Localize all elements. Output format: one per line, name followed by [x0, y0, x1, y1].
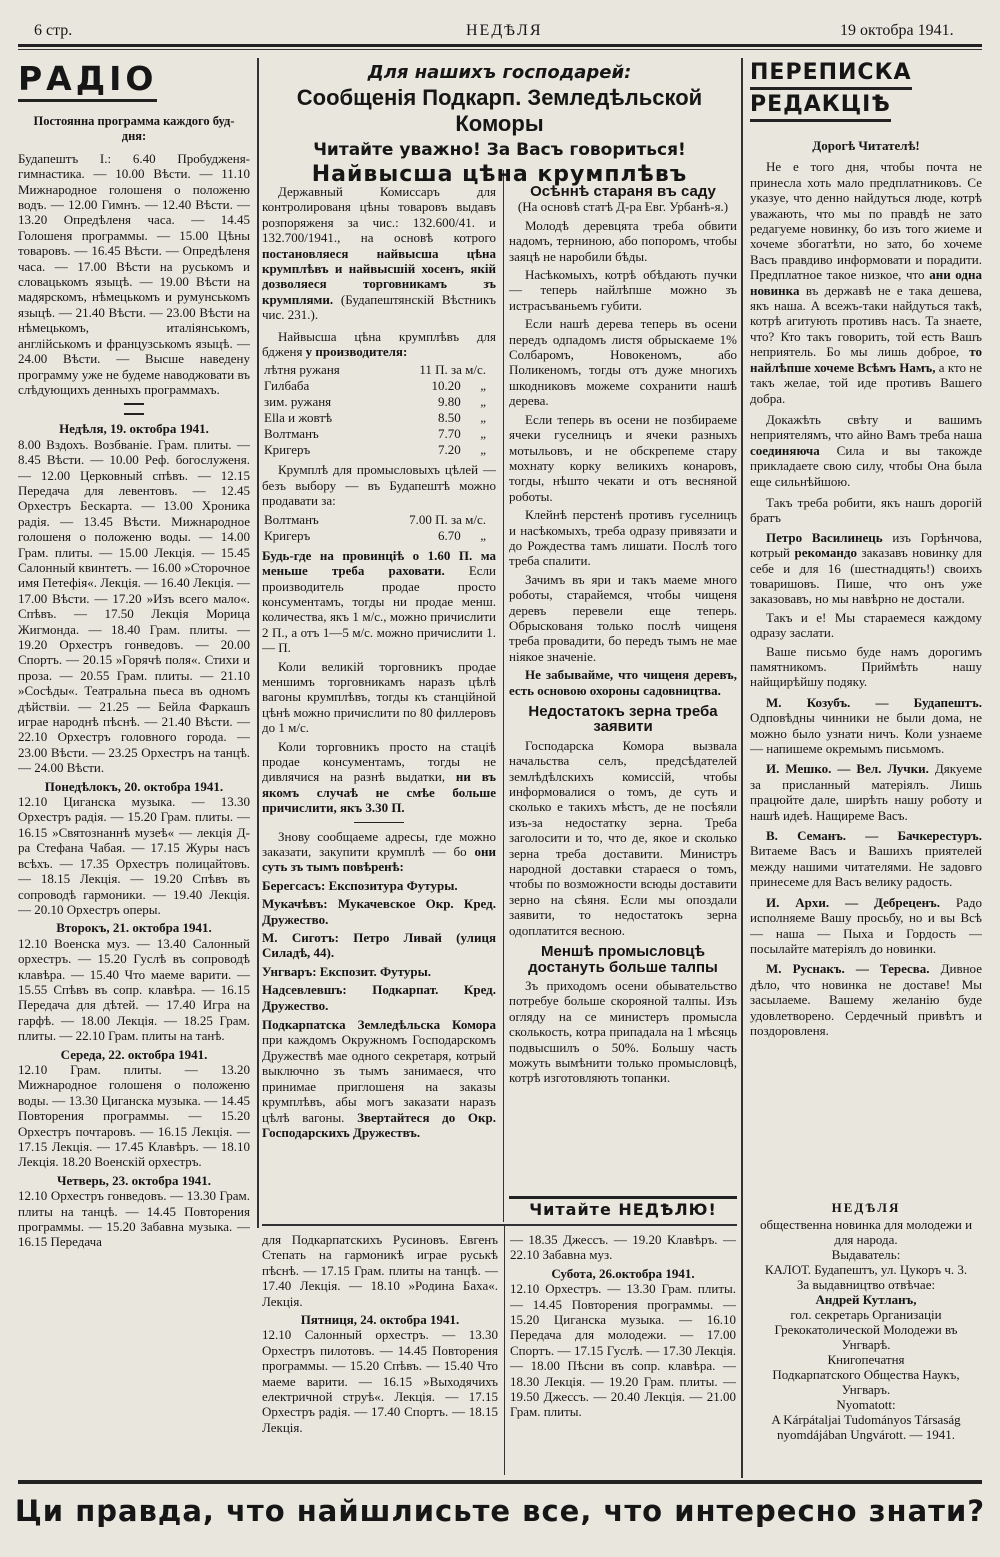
article-bold: у производителя: [305, 344, 408, 360]
day-heading: Пятниця, 24. октобра 1941. [300, 1312, 460, 1328]
column-divider [257, 58, 259, 1228]
price-row [262, 378, 496, 394]
reply-recipient: В. Семанъ. — Бачкерестуръ. [766, 828, 982, 844]
variety: Волтманъ [264, 511, 319, 527]
article-text: Коли торговникъ просто на стацiѣ продае консументамъ, тогды не дивлячися на разнѣ выдатки, [262, 738, 496, 785]
masthead-title: НЕДѢЛЯ [466, 22, 543, 39]
address: Унгваръ: Експозит. Футуры. [262, 963, 432, 979]
address: Надсевлевшъ: Подкарпат. Кред. Дружество. [262, 982, 496, 1013]
day-program: 12.10 Грам. плиты. — 13.20 Мижнародное голошеня о положеню воды. — 13.30 Циганска музыка. — 14.45 Повторения программы. — 15.20 Орхестръ почтаровъ. — 16.15 Лекцiя. — 17.15 Лекцiя. — 17.45 Клавѣръ. — 18.10 Лекцiя. 18.20 Военскiй орхестръ. [18, 1061, 250, 1170]
reply-recipient: И. Архи. — Дебреценъ. [766, 894, 940, 910]
article-text: Знову сообщаеме адресы, где можно заказати, закупити крумплѣ — бо [262, 828, 496, 859]
article-bold: Подкарпатска Земледѣльска Комора [262, 1017, 496, 1033]
footer-banner-text: Ци правда, что найшлисьте все, что интересно знати? [14, 1494, 986, 1528]
radio-column [18, 60, 250, 1475]
ditto-mark: „ [480, 378, 486, 394]
variety: зим. ружаня [264, 394, 332, 410]
day-heading: Понедѣлокъ, 20. октобра 1941. [44, 778, 224, 794]
letters-title: ПЕРЕПИСКА [750, 60, 912, 90]
day-program: 12.10 Военска муз. — 13.40 Салонный орхестръ. — 15.20 Гуслѣ въ сопроводѣ клавѣра. — 15.40 Что маеме варити. — 15.55 Спѣвъ въ сопр. клавѣра. — 16.15 Передача для дѣтей. — 17.40 Игра на гарфѣ. — 18.00 Лекцiя. — 18.25 Грам. плиты. — 22.10 Грам. плиты на танѣ. [18, 935, 250, 1044]
reply-recipient: И. Мешко. — Вел. Лучки. [766, 761, 929, 777]
article-bold: ни въ якомъ случаѣ не смѣе больше причислити, якъ 3.30 П. [262, 769, 496, 816]
garden-paragraph: Если нашѣ дерева теперь въ осени передъ одпадомъ листя обрыскаеме 1% Солбаромъ, Новокеномъ, або Поликеномъ, тогды отъ дуже многихъ шкодниковъ можеме сохранити нашѣ дерева. [509, 316, 737, 409]
day-heading: Середа, 22. октобра 1941. [60, 1046, 208, 1062]
section-rule [262, 1224, 737, 1226]
garden-paragraph: Молодѣ деревцята треба обвити надомъ, терниною, або попоромъ, чтобы заяцѣ не наробили бѣды. [509, 217, 737, 264]
reply-recipient: М. Руснакъ. — Тересва. [766, 961, 930, 977]
day-program: 12.10 Циганска музыка. — 13.30 Орхестръ радiя. — 15.20 Грам. плиты. — 16.15 »Святознаннѣ музеѣ« — лекцiя Д-ра Стефана Чабая. — 17.15 Журы насъ всѣхъ. — 17.35 Орхестръ полицайтовъ. — 18.15 Лекцiя. — 19.20 Спѣвъ въ сопроводѣ гармоники. — 19.40 Лекцiя. — 20.10 Орхестръ оперы. [18, 794, 250, 917]
day-heading: Недѣля, 19. октобра 1941. [59, 421, 209, 437]
greeting: Дорогѣ Читателѣ! [812, 138, 920, 153]
price: 9.80 [437, 394, 461, 410]
publisher: КАЛОТ. Будапештъ, ул. Цукоръ ч. 3. [764, 1262, 968, 1277]
letter-text: Такъ и е! Мы стараемеся каждому одразу заслати. [750, 609, 982, 641]
radio-title: РАДIО [18, 60, 157, 102]
issue-date: 19 октобра 1941. [840, 22, 954, 39]
potato-article [262, 184, 496, 1220]
footer-rule [18, 1480, 982, 1484]
garden-heading: Осѣннѣ стараня въ саду [530, 184, 716, 200]
variety: Кригеръ [264, 527, 311, 543]
price: 7.20 [437, 442, 461, 458]
radio-subtitle: Постоянна программа каждого буд-дня: [33, 114, 235, 144]
letter-text: заказавъ новинку для себе и для 16 (шестнадцять!) своихъ товаришовъ. Пише, что онъ уже заказовавъ, но мы навѣрно не достали. [750, 545, 982, 607]
price-table-industrial [262, 512, 496, 544]
ditto-mark: „ [480, 410, 486, 426]
column-divider [504, 1225, 505, 1475]
article-bold: Звертайтеся до Окр. Господарскихъ Дружествъ. [262, 1109, 496, 1140]
page-number: 6 стр. [34, 22, 73, 39]
radio-continuation-b [510, 1232, 736, 1477]
variety: Кригеръ [264, 442, 311, 458]
reply-recipient: М. Козубъ. — Будапештъ. [766, 694, 982, 710]
garden-subheading: (На основѣ статѣ Д-ра Евг. Урбанѣ-я.) [517, 199, 729, 215]
price-table [262, 362, 496, 458]
letter-bold: рекомандо [794, 545, 857, 561]
article-bold: постановляеся найвысша цѣна крумплѣвъ и найвысшiй хосенъ, якiй дозволяеся торговникамъ зъ крумплями. [262, 245, 496, 307]
letters-column [750, 60, 982, 1195]
letter-text: Сила и вы такожде прикладаете свою силу, чтобы Она была еще сильнѣйшою. [750, 442, 982, 489]
header-rule-thin [18, 49, 982, 50]
variety: лѣтня ружаня [264, 362, 340, 378]
radio-continuation-a [262, 1232, 498, 1477]
letter-text: Такъ треба робити, якъ нашъ дорогiй братъ [750, 494, 982, 526]
headline: Сообщенiя Подкарп. Земледѣльской Коморы [296, 85, 703, 136]
letter-text: изъ Горѣнчова, котрый [750, 529, 982, 561]
center-headline [262, 62, 737, 187]
garden-paragraph: Зачимъ въ яри и такъ маеме много роботы, старайемся, чтобы чищеня деревъ перевели еще теперь. Обрыскованя только послѣ чищеня треба провадити, бо передъ тымъ не мае нiякое значенiе. [509, 571, 737, 664]
variety: Волтманъ [264, 426, 319, 442]
article-text: Найвысша цѣна крумплѣвъ для бдженя [262, 328, 496, 360]
price-row [262, 442, 496, 458]
day-heading: Субота, 26.октобра 1941. [551, 1265, 695, 1281]
imprint-desc: общественна новинка для молодежи и для народа. [759, 1217, 973, 1247]
reply-text: Витаеме Васъ и Вашихъ приятелей между нашими читателями. Не задовго принесеме для Васъ велику радость. [750, 843, 982, 890]
article-text: Державный Комисcаръ для контролированя цѣны товаровъ выдавъ розпоряженя за чис.: 132.600/41. и 132.700/1941., на основѣ котрого [262, 184, 496, 246]
price-row [262, 394, 496, 410]
garden-column [509, 184, 737, 1194]
grain-heading: Недостатокъ зерна треба заявити [528, 703, 718, 736]
address: Мукачѣвъ: Мукачевское Окр. Кред. Дружество. [262, 896, 496, 927]
kicker: Для нашихъ господарей: [367, 62, 632, 83]
responsible-desc: гол. секретарь Организацiи Грекокатолической Молодежи въ Унгварѣ. [774, 1307, 958, 1352]
day-program: 12.10 Салонный орхестръ. — 13.30 Орхестръ пилотовъ. — 14.45 Повторения программы. — 15.20 Спѣвъ. — 15.40 Что маеме варити. — 16.15 »Выходячихъ електричной струѣ«. Лекцiя. — 17.15 Орхестръ радiя. — 17.40 Спортъ. — 18.15 Лекцiя. [262, 1327, 498, 1435]
section-ornament [124, 403, 144, 415]
article-text: (Будапештянскiй Вѣстникъ чис. 231.). [262, 291, 496, 323]
price: 6.70 [437, 527, 461, 543]
banner-text: Читайте НЕДѢЛЮ! [529, 1200, 717, 1219]
letter-text: Ваше письмо буде намъ дорогимъ памятникомъ. Приймѣть нашу найщирѣйшу подяку. [750, 643, 982, 690]
variety: Ella и жовтѣ [264, 410, 333, 426]
day-heading: Четверь, 23. октобра 1941. [56, 1172, 212, 1188]
letter-text: въ державѣ не е така дешева, якъ наша. А всежъ-таки найдуться такѣ, котрѣ агитують противъ насъ. Та знаете, что? Кто такъ говорить, той есть Вашъ неприятель. Бо мы лишь доброе, [750, 282, 982, 360]
potato-price-title: Найвысша цѣна крумплѣвъ [311, 162, 688, 187]
printed-by: A Kárpátaljai Tudományos Társaság nyomdájában Ungvárott. — 1941. [771, 1412, 961, 1442]
imprint [750, 1200, 982, 1478]
publisher-label: Выдаватель: [831, 1247, 901, 1262]
day-program: — 18.35 Джессъ. — 19.20 Клавѣръ. — 22.10 Забавна муз. [510, 1232, 736, 1263]
press-label: Книгопечатня [827, 1352, 905, 1367]
day-program: для Подкарпатскихъ Русиновъ. Евгенъ Степать на гармоникѣ играе руськѣ пѣснѣ. — 17.15 Грам. плиты на танцѣ. — 17.40 Лекцiя. — 18.10 »Родина Баха«. Лекцiя. [262, 1232, 498, 1309]
price-row [262, 426, 496, 442]
day-program: 8.00 Вздохъ. Возбванiе. Грам. плиты. — 8.45 Вѣсти. — 10.00 Реф. богослуженя. — 12.00 Церковный спѣвъ. — 12.15 Передача для левентовъ. — 12.45 Орхестръ Бескарта. — 13.00 Хроника радiя. — 13.45 Вѣсти. Мижнародное голошеня о положеню воды. — 14.00 Грам. плиты. — 15.00 Лекцiя. — 15.45 Салонный квинтетъ. — 16.00 »Сторочное имя Петефiя«. Лекцiя. — 16.40 Лекцiя. — 17.00 Вѣсти. — 17.20 »Изъ всего мало«. Спѣвъ. — 17.50 Лекцiя Морица Жигмонда. — 18.40 Грам. плиты. — 19.20 Орхестръ гонведовъ. — 20.00 Спортъ. — 20.15 »Горячѣ поля«. Стихи и проза. — 20.55 Грам. плиты. — 21.10 »Сосѣды«. Театральна пьеса въ одномъ дѣйствiи. — 21.25 — Бейла Фаркашъ играе народнѣ пѣснѣ. — 21.40 Вѣсти. — 22.10 Орхестръ головного города. — 23.00 Вѣсти. — 23.25 Орхестръ на танцѣ. — 24.00 Вѣсти. [18, 436, 250, 776]
letter-text: Не е того дня, чтобы почта не принесла хоть мало предплатниковъ. Се указуе, что денно найдуться люде, котрѣ уважають, что мы по правдѣ не зато редагуеме новинку, бо изъ того жиеме и хочеме збогатѣти, но зато, бо хочеме Васъ правдиво информовати и порадити. Предплатное такое низкое, что [750, 159, 982, 283]
day-program: 12.10 Орхестръ. — 13.30 Грам. плиты. — 14.45 Повторения программы. — 15.20 Циганска музыка. — 16.10 Передача для молодежи. — 17.00 Спортъ. — 17.15 Гуслѣ. — 17.30 Лекцiя. — 18.00 Пѣсни въ сопр. клавѣра. — 18.30 Лекцiя. — 19.20 Грам. плиты. — 19.50 Джессъ. — 20.40 Лекцiя. — 21.00 Грам. плиты. [510, 1281, 736, 1420]
variety: Гилбаба [264, 378, 310, 394]
reply-text: Одповѣдны чинники не были дома, не можно было узнати ничъ. Коли узнаеме — напишеме окремымъ письмомъ. [750, 710, 982, 757]
letter-bold: ани одна новинка [750, 267, 982, 298]
price-row [262, 528, 496, 544]
price: 7.70 [437, 426, 461, 442]
garden-paragraph: Насѣкомыхъ, котрѣ обѣдають пучки — теперь найлѣпше можно зъ истрасъваньемъ губити. [509, 267, 737, 313]
article-text: при каждомъ Окружномъ Господарскомъ Дружествѣ мае одного секретаря, котрый выключно зъ тымъ занимаеся, что принимае приглошеня на заказы крумплѣвъ, абы могъ заказати наразъ цѣлѣ вагоны. [262, 1032, 496, 1125]
printed-label: Nyomatott: [836, 1397, 896, 1412]
day-heading: Второкъ, 21. октобра 1941. [56, 920, 212, 936]
footer-banner [10, 1494, 990, 1528]
column-divider [741, 58, 743, 1478]
ditto-mark: „ [480, 442, 486, 458]
price: 11 П. за м/с. [419, 362, 486, 378]
reply-text: Дивное дѣло, что новинка не доставе! Мы засылаеме. Вашему желанiю буде удовлетворено. Сердечный привѣтъ и поздоровленя. [750, 961, 982, 1038]
price: 10.20 [431, 378, 461, 394]
radio-daily-program: Будапештъ I.: 6.40 Пробудженя-гимнастика. — 10.00 Вѣсти. — 11.10 Мижнародное голошеня о положеню водъ. — 12.00 Гимнъ. — 12.40 Вѣсти. — 13.20 Опредѣленя часа. — 14.45 Голошеня программы. — 15.00 Цѣны товаровъ. — 16.45 Вѣсти. — Опредѣленя часа. — 17.00 Вѣсти на руськомъ и словацькомъ языцѣ. — 19.00 Вѣсти на мадярскомъ, нѣмецькомъ и румунськомъ языцѣ. — 21.40 Вѣсти. — 23.00 Вѣсти на нѣмецькомъ, италiянськомъ, англiйськомъ и французськомъ языцѣ. — 24.00 Вѣсти. — Высше наведену программу уже не будеме наводжовати въ слѣдующихъ денныхъ программахъ. [18, 150, 250, 397]
read-nedelya-banner [509, 1196, 737, 1219]
ditto-mark: „ [480, 394, 486, 410]
garden-conclusion: Не забывайме, что чищеня деревъ, есть основою охороны садовництва. [509, 667, 737, 698]
industry-heading: Меншѣ промысловцѣ достануть больше талпы [528, 943, 718, 976]
header-rule [18, 44, 982, 47]
price-row [262, 410, 496, 426]
day-program: 12.10 Орхестръ гонведовъ. — 13.30 Грам. плиты на танцѣ. — 14.45 Повторения программы. — 15.20 Забавна музыка. — 16.15 Передача [18, 1188, 250, 1250]
article-text: Если производитель продае просто консументамъ, тогды ни продае менш. количества, якъ 1 м/с., можно причислити 2 П., а отъ 1—5 м/с. можно причислити 1.— П. [262, 563, 496, 656]
letter-bold: соединяюча [750, 442, 820, 458]
price: 8.50 [437, 410, 461, 426]
article-text: Коли великiй торговникъ продае меншимъ торговникамъ наразъ цѣлѣ вагоны крумплѣвъ, тогды къ станцiйной цѣнѣ можно причислити по 80 филлеровъ до 1 м/с. [262, 658, 496, 736]
subheadline: Читайте уважно! За Васъ говориться! [313, 140, 686, 160]
garden-paragraph: Клейнѣ перстенѣ противъ гуселницъ и насѣкомыхъ, треба одразу привязати и до Рождества тамъ лишати. Послѣ того треба спалити. [509, 507, 737, 569]
letters-title-2: РЕДАКЦIѢ [750, 92, 891, 122]
reply-text: Дякуеме за присланный матерiялъ. Лишь працюйте дале, ширѣть нашу роботу и нашѣ идеѣ. Нащиреме Васъ. [750, 761, 982, 823]
letter-text: Докажѣть свѣту и вашимъ неприятелямъ, что айно Вамъ треба наша [750, 411, 982, 443]
reply-text: Радо исполняеме Вашу просьбу, но и вы Всѣ — наша — Пыха и Гордость — посылайте матерiялъ до новинки. [750, 894, 982, 956]
ditto-mark: „ [480, 426, 486, 442]
grain-text: Господарска Комора вызвала начальства селъ, предсѣдателей землѣдѣлскихъ комиссiй, чтобы информовалися о томъ, де суть и сколько е такихъ мѣстъ, де не посѣяли изъ-за недостатку зерна. Треба заголосити и то, что де, якое и сколько зерна треба доставити. Министръ народной доставки стараеся о томъ, чтобы по возможности всюды доставити зерно на сѣяня. Если мы опоздали заявити, то недостатокъ зерна одоплатится весною. [509, 737, 737, 938]
article-text: Крумплѣ для промысловыхъ цѣлей — безъ выбору — въ Будапештѣ можно продавати за: [262, 462, 496, 509]
press: Подкарпатского Общества Наукъ, Унгваръ. [772, 1367, 960, 1397]
price-row [262, 362, 496, 378]
price-row [262, 512, 496, 528]
imprint-name: НЕДѢЛЯ [831, 1200, 901, 1215]
responsible-name: Андрей Кутланъ, [815, 1292, 917, 1307]
letter-bold: то найлѣпше хочеме Всѣмъ Намъ, [750, 344, 982, 375]
garden-paragraph: Если теперь въ осени не позбираеме ячеки гуселницъ и ячеки разныхъ мотыльовъ, и не обскрепеме стару мохнату корку великихъ конаровъ, тогды, нѣшто чекати и отъ весняной роботы. [509, 411, 737, 504]
article-bold: они суть зъ тымъ повѣренѣ: [262, 844, 496, 875]
letter-bold: Петро Василинець [766, 529, 883, 545]
address: Берегсасъ: Експозитура Футуры. [262, 877, 458, 893]
ditto-mark: „ [480, 527, 486, 543]
industry-text: Зъ приходомъ осени обывательство потребуе больше скорояной талпы. Изъ огляду на се министеръ промысла сколькость, котра припадала на 1 мѣсяць подвысшилъ о 50%. Большу часть можуть вымѣнити только промысловцѣ, котрѣ изготовляють топанки. [509, 977, 737, 1086]
separator [354, 822, 404, 823]
column-divider [503, 170, 504, 1222]
address: М. Сиготъ: Петро Ливай (улиця Силадѣ, 44). [262, 930, 496, 961]
article-bold: Будь-где на провинцiѣ о 1.60 П. ма меньше треба раховати. [262, 547, 496, 579]
responsible-label: За выдавництво отвѣчае: [796, 1277, 936, 1292]
letter-text: а кто не такъ желае, той иде противъ Вашего добра. [750, 359, 982, 406]
price: 7.00 П. за м/с. [409, 511, 486, 527]
